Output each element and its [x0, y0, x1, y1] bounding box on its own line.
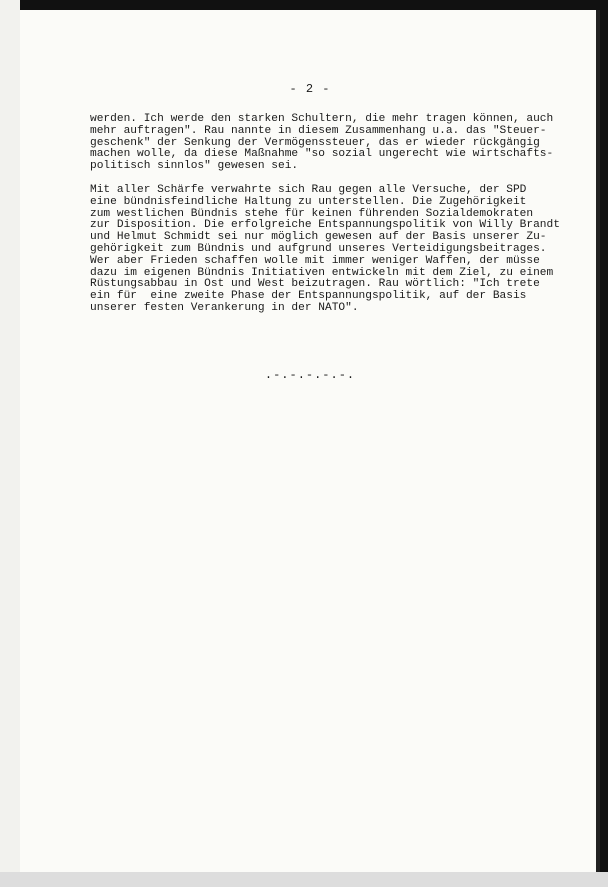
- page-number: - 2 -: [289, 82, 331, 96]
- paragraph-1: [90, 114, 590, 173]
- text-line: mehr auftragen". Rau nannte in diesem Zusammenhang u.a. das "Steuer-: [90, 124, 547, 137]
- scan-margin-bottom: [0, 872, 608, 887]
- text-line: gehörigkeit zum Bündnis und aufgrund unseres Verteidigungsbeitrages.: [90, 242, 547, 255]
- text-line: Mit aller Schärfe verwahrte sich Rau gegen alle Versuche, der SPD: [90, 183, 527, 196]
- text-line: ein für eine zweite Phase der Entspannungspolitik, auf der Basis: [90, 290, 527, 303]
- text-line: politisch sinnlos" gewesen sei.: [90, 160, 299, 173]
- text-line: dazu im eigenen Bündnis Initiativen entwickeln mit dem Ziel, zu einem: [90, 266, 554, 279]
- text-line: geschenk" der Senkung der Vermögenssteuer, das er wieder rückgängig: [90, 136, 540, 149]
- text-line: zur Disposition. Die erfolgreiche Entspannungspolitik von Willy Brandt: [90, 219, 560, 232]
- document-body: [90, 114, 590, 315]
- text-line: und Helmut Schmidt sei nur möglich gewesen auf der Basis unserer Zu-: [90, 231, 547, 244]
- text-line: werden. Ich werde den starken Schultern, die mehr tragen können, auch: [90, 113, 554, 125]
- text-line: unserer festen Verankerung in der NATO".: [90, 301, 359, 314]
- end-mark: .-.-.-.-.-.: [264, 368, 356, 382]
- text-line: zum westlichen Bündnis stehe für keinen führenden Sozialdemokraten: [90, 207, 534, 220]
- scan-margin-left: [0, 0, 20, 887]
- text-line: Wer aber Frieden schaffen wolle mit immer weniger Waffen, der müsse: [90, 254, 540, 267]
- text-line: Rüstungsabbau in Ost und West beizutragen. Rau wörtlich: "Ich trete: [90, 278, 540, 291]
- text-line: machen wolle, da diese Maßnahme "so sozial ungerecht wie wirtschafts-: [90, 148, 554, 161]
- text-line: eine bündnisfeindliche Haltung zu unterstellen. Die Zugehörigkeit: [90, 195, 527, 208]
- document-page: [20, 10, 600, 872]
- paragraph-2: [90, 185, 590, 315]
